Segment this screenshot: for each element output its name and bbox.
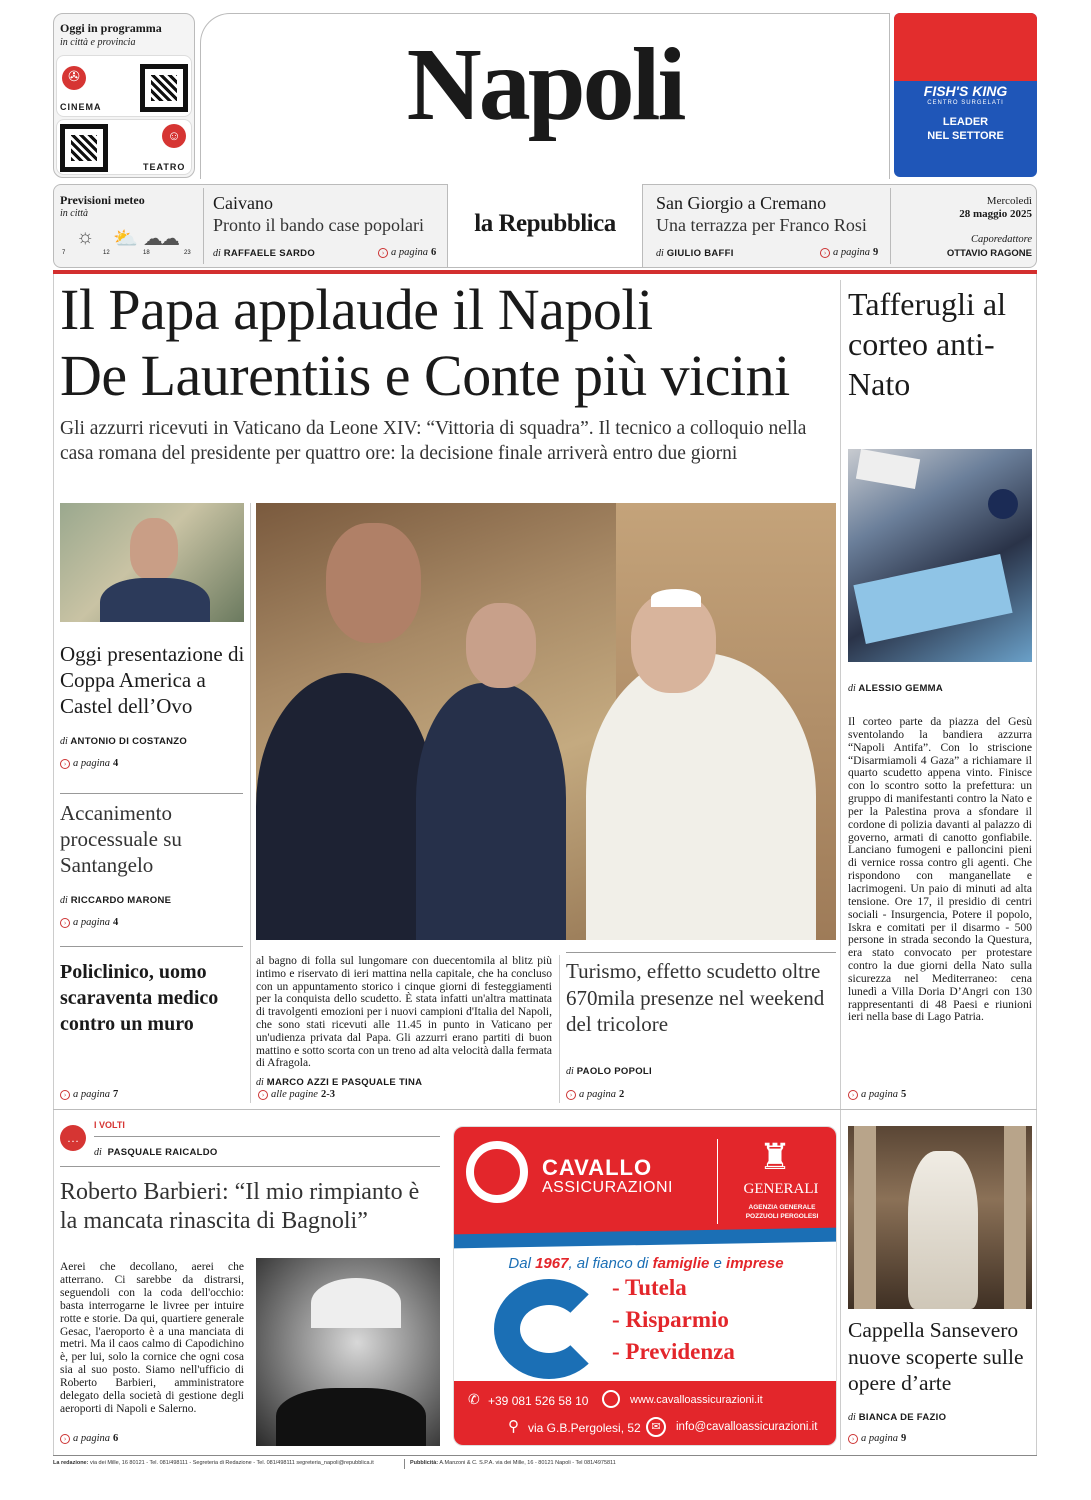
ad-web[interactable]: www.cavalloassicurazioni.it bbox=[630, 1394, 763, 1406]
author: BIANCA DE FAZIO bbox=[858, 1412, 947, 1423]
ref: a pagina bbox=[579, 1089, 617, 1100]
ad-phone[interactable]: +39 081 526 58 10 bbox=[488, 1394, 589, 1408]
lead-byline bbox=[256, 1077, 422, 1088]
cloud-icon-2: ☁ bbox=[160, 228, 180, 250]
tagline-mid: , al fianco di bbox=[568, 1255, 653, 1272]
page: 9 bbox=[873, 247, 879, 258]
cavallo-ad[interactable] bbox=[453, 1126, 837, 1446]
phone-icon: ✆ bbox=[468, 1393, 480, 1408]
right-pageref[interactable] bbox=[848, 1089, 906, 1100]
ad-line2: NEL SETTORE bbox=[927, 130, 1004, 142]
qr-code-cinema-icon[interactable] bbox=[140, 64, 188, 112]
volti-pageref[interactable] bbox=[60, 1433, 118, 1444]
ad-brand-sub: CENTRO SURGELATI bbox=[927, 100, 1004, 106]
right-title[interactable]: Tafferugli al corteo anti-Nato bbox=[848, 286, 1006, 402]
ad-bottom-band bbox=[454, 1381, 837, 1446]
photo-man-middle bbox=[416, 683, 566, 940]
strip-item2-kicker[interactable]: San Giorgio a Cremano bbox=[656, 193, 827, 213]
author: MARCO AZZI E PASQUALE TINA bbox=[266, 1077, 423, 1088]
volti-section: I VOLTI bbox=[94, 1120, 125, 1130]
photo-head-middle bbox=[466, 603, 536, 688]
editor: OTTAVIO RAGONE bbox=[946, 248, 1032, 259]
by: di bbox=[566, 1066, 574, 1077]
chat-bubble-icon: … bbox=[60, 1125, 86, 1151]
meteo-hour: 23 bbox=[184, 250, 191, 256]
photo-column-right bbox=[1004, 1126, 1026, 1309]
meteo-hour: 18 bbox=[143, 250, 150, 256]
teatro-label: TEATRO bbox=[143, 162, 186, 172]
ref: a pagina bbox=[73, 1433, 111, 1444]
ref: alle pagine bbox=[271, 1089, 318, 1100]
ref: a pagina bbox=[73, 758, 111, 769]
arrow-right-icon: › bbox=[60, 759, 70, 769]
page: 9 bbox=[901, 1433, 907, 1444]
by: di bbox=[656, 248, 664, 259]
ad-divider bbox=[717, 1139, 718, 1224]
repubblica-logo: la Repubblica bbox=[474, 210, 616, 237]
cinema-label: CINEMA bbox=[60, 102, 102, 112]
sansevero-pageref[interactable] bbox=[848, 1433, 906, 1444]
turismo-pageref[interactable] bbox=[566, 1089, 624, 1100]
footer-right-text: A.Manzoni & C. S.P.A. via dei Mille, 16 - 80121 Napoli - Tel 081/4975811 bbox=[439, 1460, 616, 1466]
meteo-hour: 7 bbox=[62, 250, 66, 256]
page: 5 bbox=[901, 1089, 907, 1100]
photo-column-left bbox=[854, 1126, 876, 1309]
volti-body: Aerei che decollano, aerei che atterrano. Ci sarebbe da distrarsi, seguendoli con la coda dell'occhio: basta interrogarne le livree per intuire rotte e storie. Da qui, quartiere generale Gesac, l'aeroporto è a una manciata di metri. Ma il caos calmo di Capodichino è, per lui, solo la cornice che ogni cosa sia al suo posto. Siamo nell'ufficio di Roberto Barbieri, amministratore delegato della società di gestione degli aeroporti di Napoli e Salerno. bbox=[60, 1261, 244, 1415]
footer-divider bbox=[404, 1459, 405, 1469]
photo-statue-figure bbox=[908, 1151, 978, 1309]
ad-name1: CAVALLO bbox=[542, 1155, 653, 1180]
turismo-title[interactable]: Turismo, effetto scudetto oltre 670mila presenze nel weekend del tricolore bbox=[566, 959, 825, 1036]
ad-generali: GENERALI bbox=[743, 1181, 819, 1197]
author: ALESSIO GEMMA bbox=[858, 683, 944, 694]
photo-flag bbox=[853, 554, 1012, 644]
page: 4 bbox=[113, 917, 119, 928]
story1-byline bbox=[60, 736, 187, 747]
date: 28 maggio 2025 bbox=[959, 208, 1032, 220]
by: di bbox=[94, 1147, 102, 1158]
ref: a pagina bbox=[73, 1089, 111, 1100]
turismo-byline bbox=[566, 1066, 652, 1077]
footer-left-text: via dei Mille, 16 80121 - Tel. 081/498111 - Segreteria di Redazione - Tel. 081/498111 segreteria_napoli@repubblica.it bbox=[89, 1460, 374, 1466]
ad-email[interactable]: info@cavalloassicurazioni.it bbox=[676, 1421, 818, 1433]
rule bbox=[60, 1166, 440, 1167]
column-divider bbox=[559, 955, 560, 1103]
photo-man-left bbox=[256, 673, 436, 940]
film-reel-icon: ✇ bbox=[62, 66, 86, 90]
location-pin-icon: ⚲ bbox=[508, 1419, 519, 1435]
volti-title[interactable]: Roberto Barbieri: “Il mio rimpianto è la mancata rinascita di Bagnoli” bbox=[60, 1179, 420, 1234]
tagline-year: 1967 bbox=[535, 1255, 569, 1272]
ad-tagline bbox=[454, 1255, 837, 1272]
globe-icon bbox=[602, 1390, 620, 1408]
by: di bbox=[256, 1077, 264, 1088]
ad-c-logo bbox=[494, 1279, 604, 1379]
by: di bbox=[848, 683, 856, 694]
photo-barbieri bbox=[256, 1258, 440, 1446]
story2-pageref[interactable] bbox=[60, 917, 118, 928]
by: di bbox=[60, 736, 68, 747]
author: PASQUALE RAICALDO bbox=[107, 1147, 218, 1158]
story3-title[interactable]: Policlinico, uomo scaraventa medico contro un muro bbox=[60, 961, 219, 1035]
theater-mask-icon: ☺ bbox=[162, 124, 186, 148]
photo-suit bbox=[100, 578, 210, 622]
column-divider bbox=[250, 503, 251, 1103]
ref: a pagina bbox=[861, 1433, 899, 1444]
photo-portrait-man bbox=[60, 503, 244, 622]
by: di bbox=[848, 1412, 856, 1423]
ref: a pagina bbox=[861, 1089, 899, 1100]
ad-item: - Tutela bbox=[612, 1275, 687, 1300]
ad-name2: ASSICURAZIONI bbox=[542, 1179, 673, 1196]
tagline-pre: Dal bbox=[508, 1255, 536, 1272]
arrow-right-icon: › bbox=[820, 248, 830, 258]
by: di bbox=[60, 895, 68, 906]
page: 2-3 bbox=[320, 1089, 335, 1100]
column-divider bbox=[840, 280, 841, 1450]
photo-statue bbox=[848, 1126, 1032, 1309]
author: ANTONIO DI COSTANZO bbox=[70, 736, 188, 747]
page: 6 bbox=[113, 1433, 119, 1444]
strip-item2-pageref[interactable] bbox=[820, 247, 878, 258]
arrow-right-icon: › bbox=[60, 918, 70, 928]
arrow-right-icon: › bbox=[848, 1434, 858, 1444]
sansevero-byline bbox=[848, 1412, 946, 1423]
lead-pageref[interactable] bbox=[258, 1089, 335, 1100]
story1-title[interactable]: Oggi presentazione di Coppa America a Castel dell’Ovo bbox=[60, 642, 245, 718]
page: 6 bbox=[431, 247, 437, 258]
ref: a pagina bbox=[833, 247, 871, 258]
footer-left-label: La redazione: bbox=[53, 1460, 89, 1466]
footer-left bbox=[53, 1460, 374, 1466]
photo-protest bbox=[848, 449, 1032, 662]
rule bbox=[60, 946, 243, 947]
sansevero-title[interactable]: Cappella Sansevero nuove scoperte sulle opere d’arte bbox=[848, 1318, 1024, 1395]
ad-address: via G.B.Pergolesi, 52 bbox=[528, 1421, 641, 1435]
lead-body: al bagno di folla sul lungomare con duecentomila al blitz più intimo e riservato di ieri mattina nella capitale, che ha concluso con un appuntamento storico i cinque giorni di festeggiamenti per la conquista dello scudetto. È stata infatti un'altra mattinata di travolgenti emozioni per i nuovi campioni d'Italia del Napoli, che sono stati ricevuti alle 11.45 in punto in Vaticano per un'udienza privata dal Papa. Gli azzurri erano partiti di buon mattino e sotto scorta con un treno ad alta velocità dalla fermata di Afragola. bbox=[256, 955, 552, 1070]
ref: a pagina bbox=[391, 247, 429, 258]
volti-byline bbox=[94, 1147, 218, 1158]
masthead-title: Napoli bbox=[406, 27, 684, 142]
ad-item: - Risparmio bbox=[612, 1307, 729, 1332]
cloud-icon-1: ☁ bbox=[143, 228, 163, 250]
strip-divider bbox=[890, 188, 891, 264]
by: di bbox=[213, 248, 221, 259]
photo-pope bbox=[586, 653, 816, 940]
author: RICCARDO MARONE bbox=[70, 895, 172, 906]
rule bbox=[53, 1109, 1037, 1110]
story3-pageref[interactable] bbox=[60, 1089, 118, 1100]
tagline-imp: imprese bbox=[726, 1255, 784, 1272]
meteo-title: Previsioni meteo bbox=[60, 193, 145, 207]
date-day: Mercoledì bbox=[986, 195, 1032, 207]
ad-agency: AGENZIA GENERALE POZZUOLI PERGOLESI bbox=[745, 1204, 819, 1220]
left-ear-subtitle: in città e provincia bbox=[60, 37, 136, 48]
sun-icon: ☼ bbox=[76, 226, 95, 248]
arrow-right-icon: › bbox=[378, 248, 388, 258]
rule bbox=[566, 952, 836, 953]
story2-title[interactable]: Accanimento processuale su Santangelo bbox=[60, 801, 182, 877]
mail-icon: ✉ bbox=[646, 1417, 666, 1437]
qr-code-teatro-icon[interactable] bbox=[60, 124, 108, 172]
meteo-hour: 12 bbox=[103, 250, 110, 256]
tagline-fam: famiglie bbox=[652, 1255, 710, 1272]
right-byline bbox=[848, 683, 943, 694]
page: 2 bbox=[619, 1089, 625, 1100]
footer-right-label: Pubblicità: bbox=[410, 1460, 439, 1466]
photo-zucchetto bbox=[651, 589, 701, 607]
strip-divider bbox=[203, 188, 204, 264]
lead-headline-2[interactable]: De Laurentiis e Conte più vicini bbox=[60, 343, 790, 408]
left-ear-title: Oggi in programma bbox=[60, 21, 162, 35]
ad-red-band bbox=[894, 13, 1037, 81]
main-photo-vatican bbox=[256, 503, 836, 940]
photo-banner bbox=[856, 449, 920, 489]
arrow-right-icon: › bbox=[848, 1090, 858, 1100]
ad-line1: LEADER bbox=[942, 116, 989, 128]
arrow-right-icon: › bbox=[566, 1090, 576, 1100]
arrow-right-icon: › bbox=[60, 1090, 70, 1100]
footer-rule bbox=[53, 1455, 1037, 1456]
photo-face bbox=[130, 518, 178, 580]
author: PAOLO POPOLI bbox=[576, 1066, 652, 1077]
lead-deck: Gli azzurri ricevuti in Vaticano da Leone XIV: “Vittoria di squadra”. Il tecnico a colloquio nella casa romana del presidente per quattro ore: la decisione finale arriverà entro due giorni bbox=[60, 418, 807, 464]
arrow-right-icon: › bbox=[60, 1434, 70, 1444]
page: 4 bbox=[113, 758, 119, 769]
sun-cloud-icon: ⛅ bbox=[113, 228, 138, 250]
ad-lion-icon: ♜ bbox=[758, 1137, 792, 1177]
story1-pageref[interactable] bbox=[60, 758, 118, 769]
photo-head-left bbox=[326, 523, 421, 643]
meteo-subtitle: in città bbox=[60, 208, 89, 219]
ad-brand: FISH'S KING bbox=[923, 83, 1008, 99]
ad-logo-circle bbox=[466, 1141, 528, 1203]
tagline-e: e bbox=[709, 1255, 727, 1272]
photo-hair bbox=[311, 1278, 401, 1328]
strip-item1-byline bbox=[213, 248, 315, 259]
lead-headline-1[interactable]: Il Papa applaude il Napoli bbox=[60, 277, 653, 342]
rule bbox=[94, 1136, 440, 1137]
right-body: Il corteo parte da piazza del Gesù sventolando la bandiera azzurra “Napoli Antifa”. Con lo striscione “Disarmiamoli 4 Gaza” a richiamare il quarto scudetto appena vinto. Finisce con lo scontro sotto la prefettura: un gruppo di manifestanti contro la Nato e per la Palestina prova a sfondare il cordone di polizia davanti al palazzo di governo, armati di canotto gonfiabile. Lanciano fumogeni e palloncini pieni di vernice rossa contro gli agenti. Che rispondono con manganellate e lacrimogeni. Un paio di minuti ad alta tensione. Ore 17, il presidio di centri sociali - Insurgencia, Potere il popolo, Iskra e comitati per il disarmo - 500 persone in strada secondo la Questura, era stato convocato per protestare contro la due giorni della Nato sulla sicurezza nel Mediterraneo: cena lunedì a Villa Doria D’Angri con 130 rappresentanti di 48 Paesi e riunioni ieri nella base di Lago Patria. bbox=[848, 715, 1032, 1024]
ref: a pagina bbox=[73, 917, 111, 928]
ad-item: - Previdenza bbox=[612, 1339, 735, 1364]
author: RAFFAELE SARDO bbox=[223, 248, 316, 259]
photo-head-pope bbox=[631, 593, 716, 693]
story2-byline bbox=[60, 895, 171, 906]
arrow-right-icon: › bbox=[258, 1090, 268, 1100]
rule bbox=[60, 793, 243, 794]
strip-item2-title[interactable]: Una terrazza per Franco Rosi bbox=[656, 215, 867, 235]
photo-body bbox=[276, 1388, 426, 1446]
author: GIULIO BAFFI bbox=[666, 248, 734, 259]
fishs-king-ad[interactable] bbox=[894, 13, 1037, 177]
page: 7 bbox=[113, 1089, 119, 1100]
footer-right bbox=[410, 1460, 616, 1466]
editor-label: Caporedattore bbox=[970, 234, 1032, 245]
strip-item1-kicker[interactable]: Caivano bbox=[213, 193, 273, 213]
photo-helmet bbox=[988, 489, 1018, 519]
strip-item2-byline bbox=[656, 248, 734, 259]
strip-item1-pageref[interactable] bbox=[378, 247, 436, 258]
strip-item1-title[interactable]: Pronto il bando case popolari bbox=[213, 215, 424, 235]
